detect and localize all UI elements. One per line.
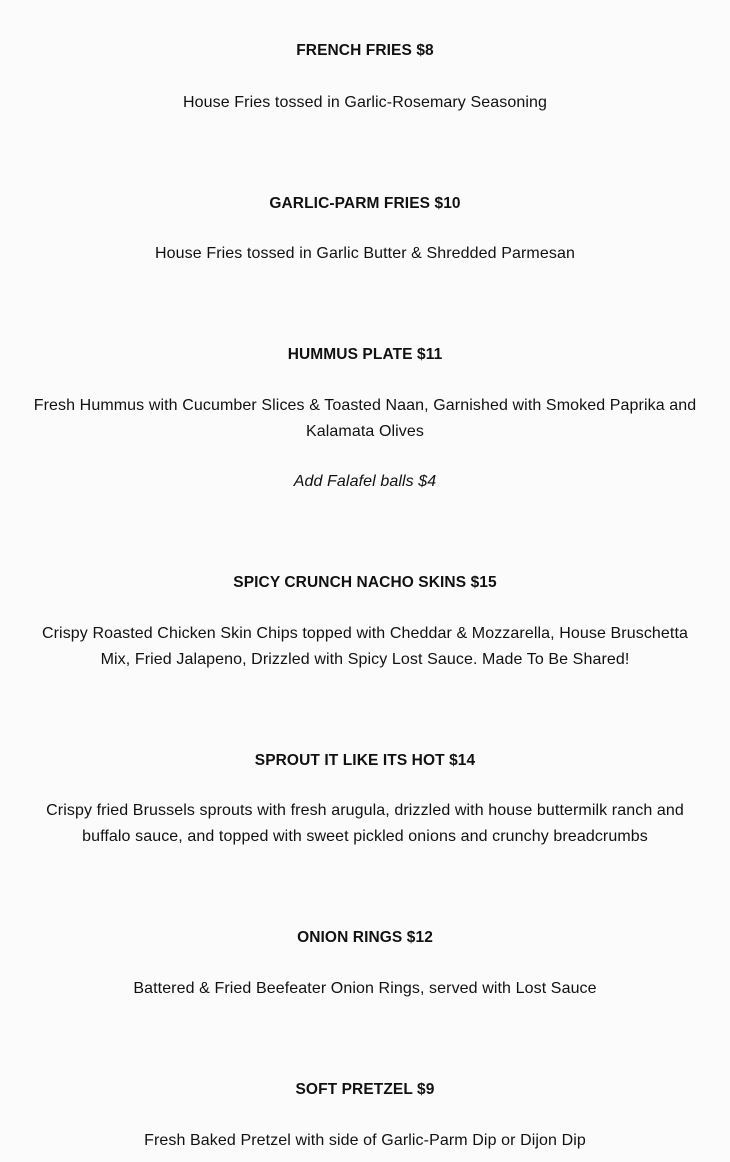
menu-item-description: Fresh Baked Pretzel with side of Garlic-Parm Dip or Dijon Dip: [144, 1132, 586, 1149]
menu-item-addon: Add Falafel balls $4: [293, 473, 437, 490]
menu-item-title: GARLIC-PARM FRIES $10: [269, 195, 461, 212]
menu-item-title: SPICY CRUNCH NACHO SKINS $15: [233, 574, 497, 591]
menu-item-description: Battered & Fried Beefeater Onion Rings, served with Lost Sauce: [133, 980, 597, 997]
menu-item-title: SPROUT IT LIKE ITS HOT $14: [254, 752, 476, 769]
menu-item-description: Fresh Hummus with Cucumber Slices & Toasted Naan, Garnished with Smoked Paprika and: [33, 397, 697, 414]
menu-item-description: Mix, Fried Jalapeno, Drizzled with Spicy Lost Sauce. Made To Be Shared!: [100, 651, 630, 668]
menu-item-description: House Fries tossed in Garlic Butter & Shredded Parmesan: [155, 245, 575, 262]
menu-item-title: FRENCH FRIES $8: [296, 42, 434, 59]
menu-item-title: HUMMUS PLATE $11: [287, 346, 443, 363]
menu-item-description: buffalo sauce, and topped with sweet pickled onions and crunchy breadcrumbs: [82, 828, 648, 845]
menu-item-description: House Fries tossed in Garlic-Rosemary Seasoning: [183, 94, 547, 111]
menu-item-title: ONION RINGS $12: [297, 929, 433, 946]
menu-item-title: SOFT PRETZEL $9: [295, 1081, 435, 1098]
menu-item-description: Crispy Roasted Chicken Skin Chips topped with Cheddar & Mozzarella, House Bruschetta: [41, 625, 689, 642]
menu-item-description: Crispy fried Brussels sprouts with fresh arugula, drizzled with house buttermilk ranch and: [46, 802, 684, 819]
menu-item-description: Kalamata Olives: [306, 423, 424, 440]
